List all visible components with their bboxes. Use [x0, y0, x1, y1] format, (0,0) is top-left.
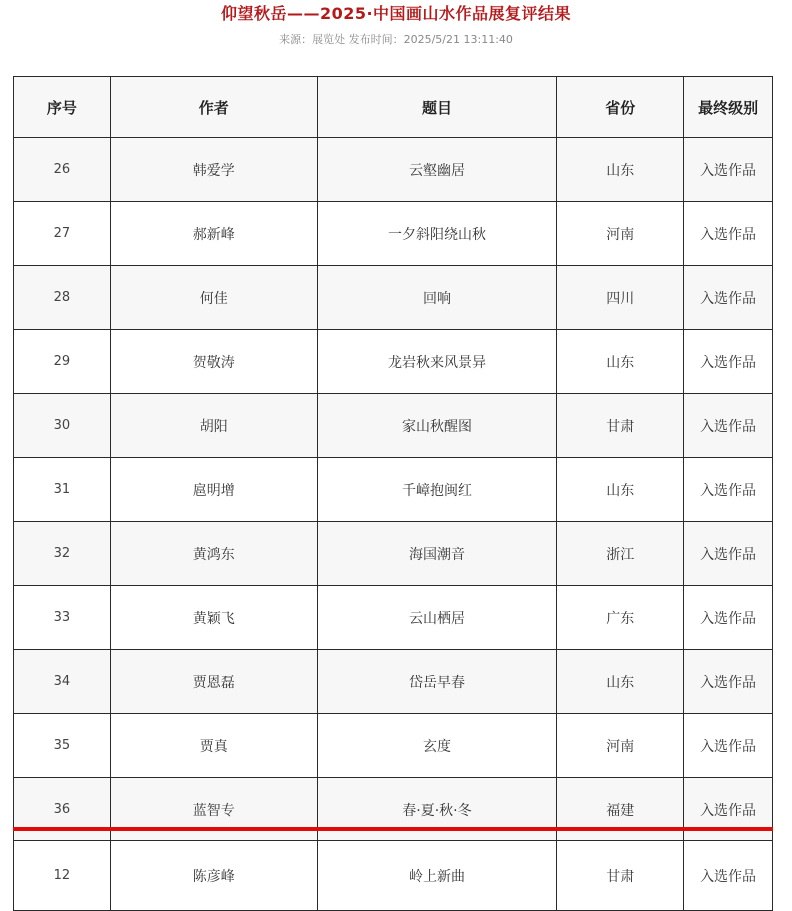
table-row	[14, 394, 773, 458]
cell-index: 34	[14, 650, 111, 714]
cell-title: 春·夏·秋·冬	[318, 778, 558, 842]
cell-level: 入选作品	[684, 650, 773, 714]
cell-province: 甘肃	[557, 841, 684, 911]
cell-index: 30	[14, 394, 111, 458]
cell-index: 26	[14, 138, 111, 202]
highlight-line	[13, 827, 773, 831]
cell-index: 27	[14, 202, 111, 266]
cell-index: 31	[14, 458, 111, 522]
cell-title: 岱岳早春	[318, 650, 558, 714]
table-row	[14, 714, 773, 778]
results-table	[13, 76, 773, 842]
cell-author: 贾恩磊	[111, 650, 318, 714]
cell-title: 回响	[318, 266, 558, 330]
cell-author: 何佳	[111, 266, 318, 330]
cell-title: 海国潮音	[318, 522, 558, 586]
cell-level: 入选作品	[684, 202, 773, 266]
header-province: 省份	[557, 77, 684, 138]
cell-index: 36	[14, 778, 111, 842]
cell-author: 郝新峰	[111, 202, 318, 266]
table-row	[14, 586, 773, 650]
cell-province: 山东	[557, 138, 684, 202]
cell-province: 山东	[557, 650, 684, 714]
table-row	[14, 266, 773, 330]
table-row	[14, 138, 773, 202]
results-table-continued	[13, 840, 773, 911]
cell-level: 入选作品	[684, 266, 773, 330]
cell-index: 12	[14, 841, 111, 911]
cell-title: 千嶂抱闽红	[318, 458, 558, 522]
cell-index: 28	[14, 266, 111, 330]
header-level: 最终级别	[684, 77, 773, 138]
table-body	[14, 138, 773, 842]
cell-author: 蓝智专	[111, 778, 318, 842]
cell-author: 韩爱学	[111, 138, 318, 202]
cell-province: 河南	[557, 202, 684, 266]
article-meta: 来源：展览处 发布时间：2025/5/21 13:11:40	[279, 33, 513, 46]
cell-author: 扈明增	[111, 458, 318, 522]
cell-province: 山东	[557, 330, 684, 394]
cell-level: 入选作品	[684, 841, 773, 911]
cell-author: 陈彦峰	[111, 841, 318, 911]
table-row	[14, 458, 773, 522]
header-title: 题目	[318, 77, 558, 138]
cell-province: 福建	[557, 778, 684, 842]
cell-level: 入选作品	[684, 522, 773, 586]
cell-index: 29	[14, 330, 111, 394]
cell-province: 浙江	[557, 522, 684, 586]
cell-province: 广东	[557, 586, 684, 650]
table-row	[14, 778, 773, 842]
table-row	[14, 841, 773, 911]
header-index: 序号	[14, 77, 111, 138]
cell-index: 32	[14, 522, 111, 586]
cell-index: 33	[14, 586, 111, 650]
cell-province: 四川	[557, 266, 684, 330]
cell-author: 黄颖飞	[111, 586, 318, 650]
cell-province: 山东	[557, 458, 684, 522]
cell-index: 35	[14, 714, 111, 778]
cell-level: 入选作品	[684, 330, 773, 394]
cell-author: 贾真	[111, 714, 318, 778]
header-author: 作者	[111, 77, 318, 138]
cell-level: 入选作品	[684, 778, 773, 842]
cell-title: 云山栖居	[318, 586, 558, 650]
cell-province: 甘肃	[557, 394, 684, 458]
table-header-row	[14, 77, 773, 138]
table-row	[14, 330, 773, 394]
cell-author: 胡阳	[111, 394, 318, 458]
cell-title: 云壑幽居	[318, 138, 558, 202]
cell-province: 河南	[557, 714, 684, 778]
cell-author: 黄鸿东	[111, 522, 318, 586]
cell-title: 玄度	[318, 714, 558, 778]
cell-title: 家山秋醒图	[318, 394, 558, 458]
page-title: 仰望秋岳——2025·中国画山水作品展复评结果	[220, 4, 572, 23]
cell-author: 贺敬涛	[111, 330, 318, 394]
cell-level: 入选作品	[684, 458, 773, 522]
table-row	[14, 202, 773, 266]
cell-level: 入选作品	[684, 138, 773, 202]
table-row	[14, 650, 773, 714]
cell-level: 入选作品	[684, 714, 773, 778]
cell-title: 岭上新曲	[318, 841, 558, 911]
cell-title: 龙岩秋来风景异	[318, 330, 558, 394]
table-row	[14, 522, 773, 586]
cell-title: 一夕斜阳绕山秋	[318, 202, 558, 266]
cell-level: 入选作品	[684, 394, 773, 458]
cell-level: 入选作品	[684, 586, 773, 650]
